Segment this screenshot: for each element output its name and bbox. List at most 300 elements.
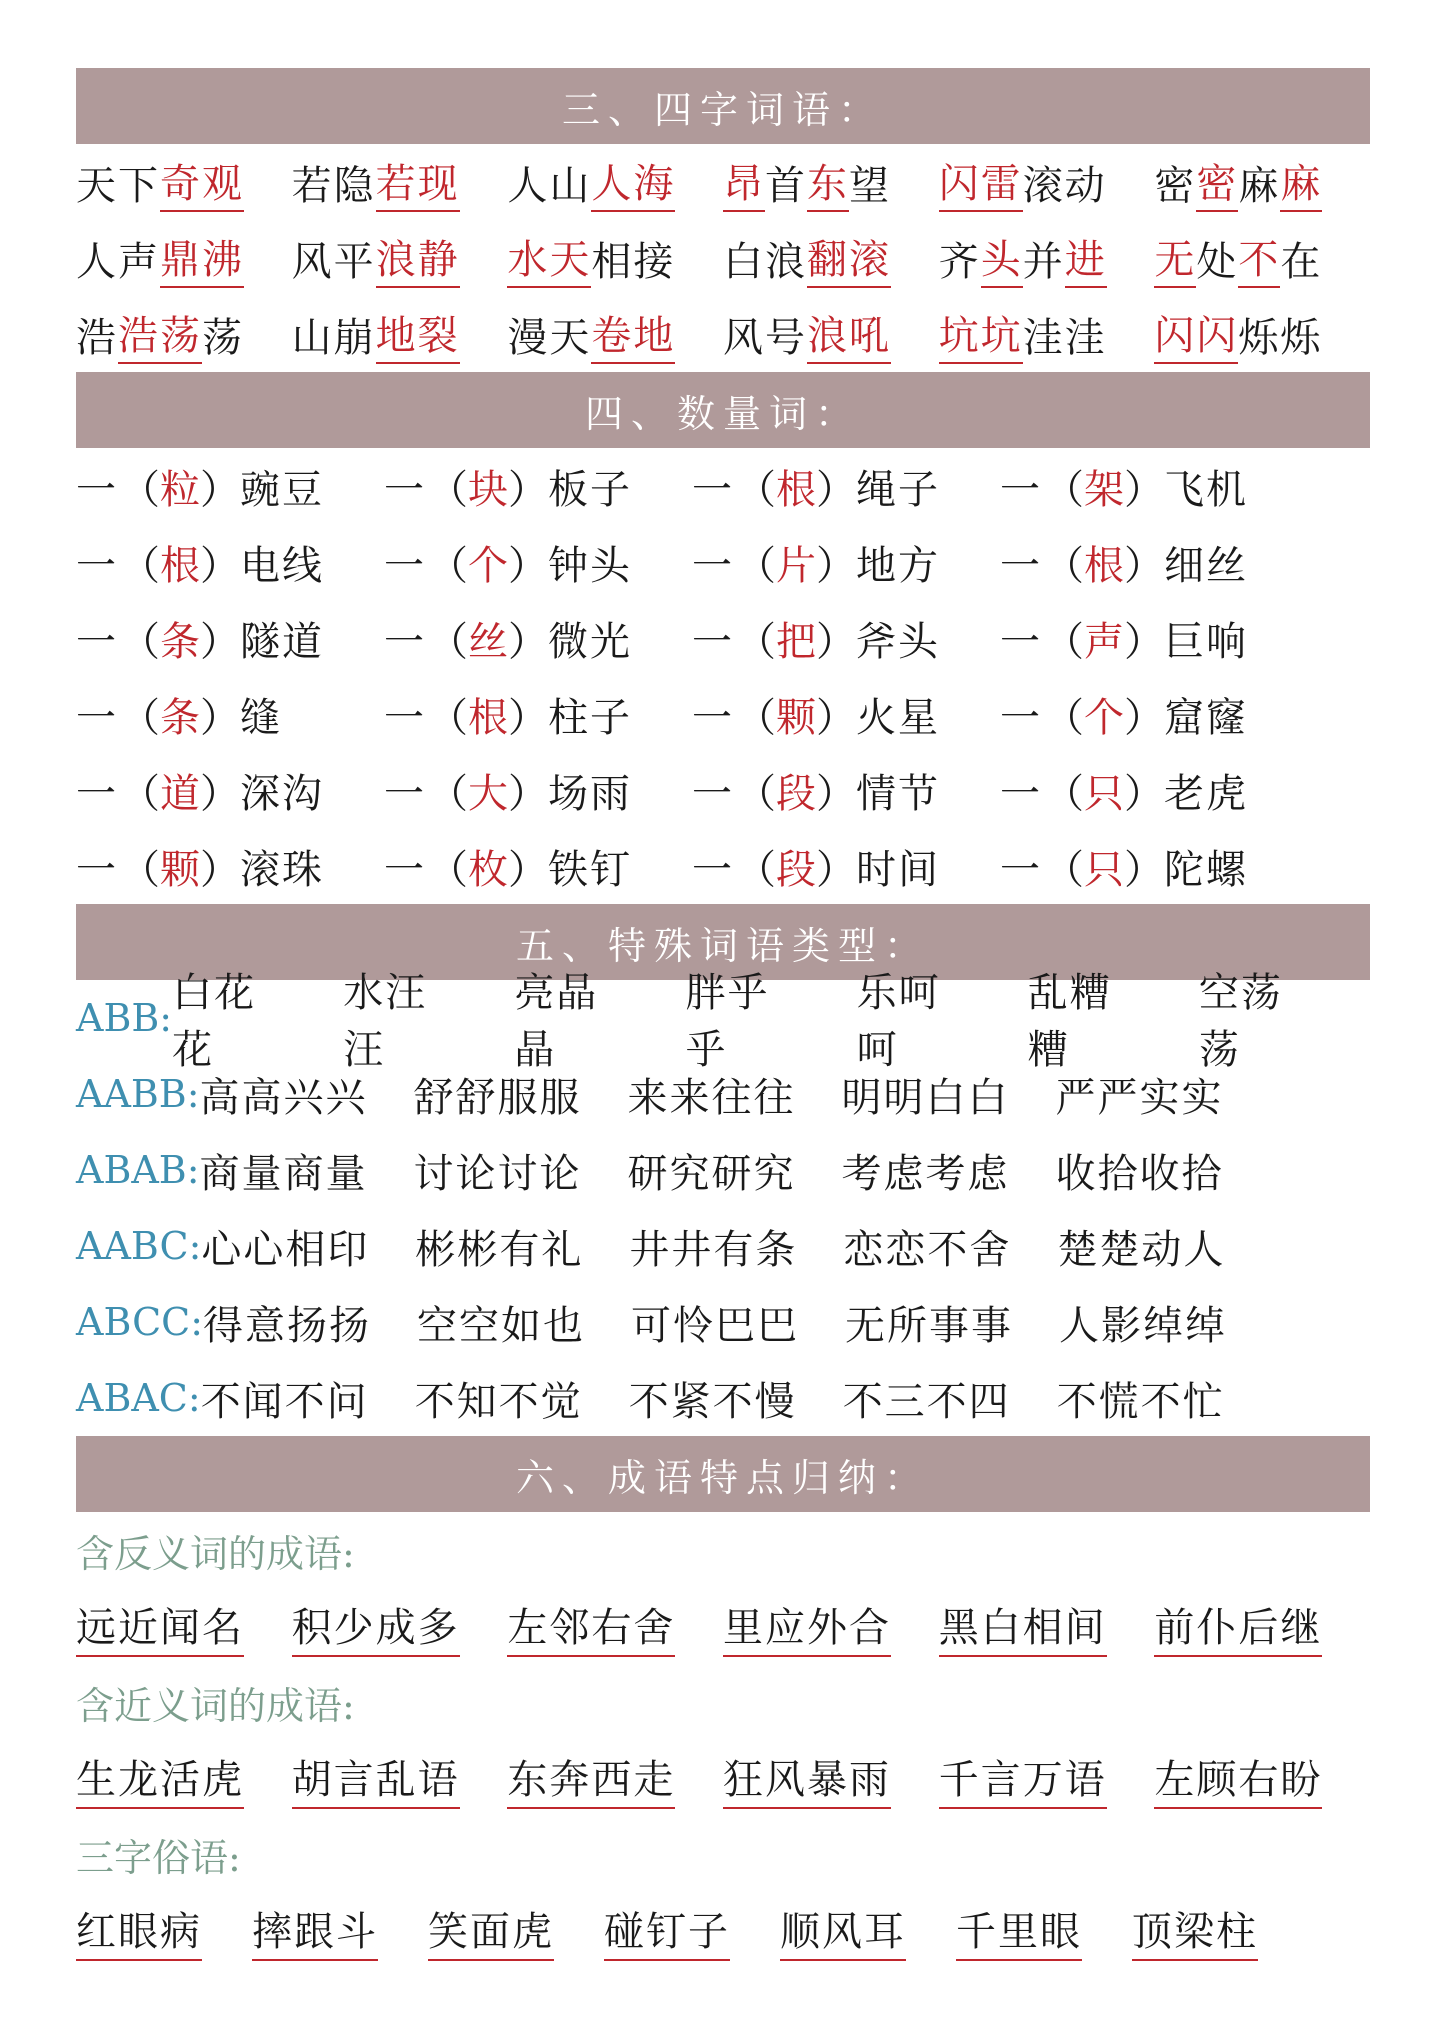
measure-answer: 条 bbox=[160, 694, 200, 741]
measure-word-item bbox=[384, 686, 692, 743]
measure-answer: 只 bbox=[1084, 770, 1124, 817]
synonym-idiom: 左顾右盼 bbox=[1154, 1748, 1322, 1809]
measure-noun: 窟窿 bbox=[1164, 694, 1248, 741]
section-4-row bbox=[76, 676, 1370, 752]
right-paren: ） bbox=[200, 542, 240, 589]
measure-word-item bbox=[1000, 458, 1308, 515]
number-one: 一 bbox=[76, 618, 116, 665]
pattern-label: AABC: bbox=[76, 1224, 202, 1268]
word-answer: 浪静 bbox=[376, 228, 460, 288]
word-answer: 地裂 bbox=[376, 304, 460, 364]
four-char-word bbox=[76, 304, 292, 364]
right-paren: ） bbox=[816, 618, 856, 665]
pattern-word: 不三不四 bbox=[842, 1378, 1011, 1425]
word-answer: 无 bbox=[1154, 228, 1196, 288]
synonym-idiom: 东奔西走 bbox=[507, 1748, 675, 1809]
antonym-idiom: 积少成多 bbox=[292, 1596, 460, 1657]
number-one: 一 bbox=[1000, 466, 1040, 513]
measure-noun: 飞机 bbox=[1164, 466, 1248, 513]
pattern-word: 舒舒服服 bbox=[413, 1074, 582, 1121]
right-paren: ） bbox=[816, 466, 856, 513]
number-one: 一 bbox=[384, 846, 424, 893]
word-given: 风号 bbox=[723, 314, 808, 361]
pattern-row bbox=[76, 1360, 1370, 1436]
four-char-word bbox=[939, 152, 1155, 212]
synonym-idiom: 胡言乱语 bbox=[292, 1748, 460, 1809]
pattern-word: 不闻不问 bbox=[200, 1378, 369, 1425]
right-paren: ） bbox=[508, 770, 548, 817]
word-given: 人声 bbox=[76, 238, 160, 285]
word-answer: 闪闪 bbox=[1154, 304, 1238, 364]
pattern-word: 恋恋不舍 bbox=[843, 1226, 1012, 1273]
number-one: 一 bbox=[692, 694, 732, 741]
word-given: 首 bbox=[765, 162, 808, 209]
left-paren: （ bbox=[1044, 846, 1084, 893]
left-paren: （ bbox=[736, 618, 776, 665]
four-char-word bbox=[76, 228, 292, 288]
measure-answer: 颗 bbox=[160, 846, 200, 893]
pattern-word: 可怜巴巴 bbox=[631, 1302, 800, 1349]
word-answer: 若现 bbox=[376, 152, 460, 212]
number-one: 一 bbox=[384, 618, 424, 665]
measure-word-item bbox=[692, 610, 1000, 667]
three-char-saying-cell bbox=[956, 1900, 1132, 1961]
word-given: 山崩 bbox=[291, 314, 376, 361]
measure-answer: 个 bbox=[468, 542, 508, 589]
left-paren: （ bbox=[428, 618, 468, 665]
pattern-word: 人影绰绰 bbox=[1059, 1302, 1228, 1349]
left-paren: （ bbox=[736, 542, 776, 589]
pattern-word: 水汪汪 bbox=[343, 970, 428, 1073]
measure-answer: 把 bbox=[776, 618, 816, 665]
pattern-label: ABAC: bbox=[76, 1376, 201, 1420]
three-char-saying: 顺风耳 bbox=[780, 1900, 906, 1961]
number-one: 一 bbox=[76, 466, 116, 513]
three-char-saying: 红眼病 bbox=[76, 1900, 202, 1961]
three-char-saying-cell bbox=[604, 1900, 780, 1961]
synonym-idiom: 千言万语 bbox=[939, 1748, 1107, 1809]
word-answer: 鼎沸 bbox=[160, 228, 244, 288]
right-paren: ） bbox=[508, 466, 548, 513]
number-one: 一 bbox=[692, 466, 732, 513]
number-one: 一 bbox=[1000, 618, 1040, 665]
measure-answer: 根 bbox=[160, 542, 200, 589]
pattern-word: 不知不觉 bbox=[414, 1378, 583, 1425]
measure-answer: 段 bbox=[776, 770, 816, 817]
measure-noun: 隧道 bbox=[240, 618, 324, 665]
right-paren: ） bbox=[1124, 466, 1164, 513]
four-char-word bbox=[76, 152, 292, 212]
measure-noun: 地方 bbox=[856, 542, 940, 589]
word-given: 处 bbox=[1196, 238, 1239, 285]
right-paren: ） bbox=[1124, 770, 1164, 817]
number-one: 一 bbox=[76, 846, 116, 893]
synonym-idiom-cell bbox=[76, 1748, 292, 1809]
antonym-idiom-cell bbox=[76, 1596, 292, 1657]
measure-word-item bbox=[1000, 762, 1308, 819]
word-given: 麻 bbox=[1238, 162, 1281, 209]
measure-noun: 陀螺 bbox=[1164, 846, 1248, 893]
three-char-saying: 笑面虎 bbox=[428, 1900, 554, 1961]
section-6-banner bbox=[76, 1436, 1370, 1512]
measure-word-item bbox=[1000, 610, 1308, 667]
four-char-word bbox=[723, 152, 939, 212]
synonym-heading-row bbox=[76, 1664, 1370, 1740]
measure-word-item bbox=[76, 686, 384, 743]
four-char-word bbox=[1154, 228, 1370, 288]
measure-word-item bbox=[384, 762, 692, 819]
three-char-heading-row bbox=[76, 1816, 1370, 1892]
section-4-row bbox=[76, 828, 1370, 904]
right-paren: ） bbox=[200, 466, 240, 513]
word-given: 若隐 bbox=[291, 162, 376, 209]
number-one: 一 bbox=[1000, 846, 1040, 893]
pattern-word: 心心相印 bbox=[201, 1226, 370, 1273]
antonym-heading-row bbox=[76, 1512, 1370, 1588]
measure-answer: 只 bbox=[1084, 846, 1124, 893]
section-3-row bbox=[76, 220, 1370, 296]
section-3-grid bbox=[76, 144, 1370, 372]
number-one: 一 bbox=[384, 542, 424, 589]
measure-noun: 巨响 bbox=[1164, 618, 1248, 665]
four-char-word bbox=[939, 228, 1155, 288]
synonym-idiom-cell bbox=[939, 1748, 1155, 1809]
number-one: 一 bbox=[384, 694, 424, 741]
pattern-word: 空空如也 bbox=[417, 1302, 586, 1349]
word-answer: 水天 bbox=[507, 228, 591, 288]
four-char-word bbox=[292, 228, 508, 288]
three-char-saying-cell bbox=[780, 1900, 956, 1961]
antonym-idiom: 前仆后继 bbox=[1154, 1596, 1322, 1657]
left-paren: （ bbox=[120, 694, 160, 741]
pattern-word: 得意扬扬 bbox=[203, 1302, 372, 1349]
section-3-title: 三、四字词语： bbox=[561, 87, 884, 132]
section-4-row bbox=[76, 600, 1370, 676]
pattern-word: 空荡荡 bbox=[1198, 970, 1283, 1073]
measure-answer: 块 bbox=[468, 466, 508, 513]
pattern-word: 不慌不忙 bbox=[1056, 1378, 1225, 1425]
pattern-word: 考虑考虑 bbox=[841, 1150, 1010, 1197]
antonym-idiom-cell bbox=[507, 1596, 723, 1657]
antonym-idiom-cell bbox=[292, 1596, 508, 1657]
left-paren: （ bbox=[1044, 770, 1084, 817]
left-paren: （ bbox=[428, 770, 468, 817]
three-char-saying-cell bbox=[1132, 1900, 1308, 1961]
right-paren: ） bbox=[816, 846, 856, 893]
antonym-idiom-cell bbox=[939, 1596, 1155, 1657]
word-answer: 奇观 bbox=[160, 152, 244, 212]
word-answer: 头 bbox=[981, 228, 1023, 288]
number-one: 一 bbox=[692, 618, 732, 665]
left-paren: （ bbox=[120, 466, 160, 513]
left-paren: （ bbox=[1044, 618, 1084, 665]
section-5-title: 五、特殊词语类型： bbox=[515, 923, 930, 968]
section-4-row bbox=[76, 448, 1370, 524]
pattern-word: 来来往往 bbox=[627, 1074, 796, 1121]
measure-answer: 颗 bbox=[776, 694, 816, 741]
measure-word-item bbox=[384, 534, 692, 591]
measure-word-item bbox=[76, 838, 384, 895]
measure-word-item bbox=[692, 838, 1000, 895]
measure-word-item bbox=[692, 458, 1000, 515]
antonym-idiom: 左邻右舍 bbox=[507, 1596, 675, 1657]
three-char-row bbox=[76, 1892, 1370, 1968]
four-char-word bbox=[507, 228, 723, 288]
pattern-word: 乱糟糟 bbox=[1027, 970, 1112, 1073]
right-paren: ） bbox=[1124, 542, 1164, 589]
three-char-saying: 碰钉子 bbox=[604, 1900, 730, 1961]
three-char-heading: 三字俗语: bbox=[76, 1835, 241, 1880]
measure-noun: 老虎 bbox=[1164, 770, 1248, 817]
word-answer: 坑坑 bbox=[939, 304, 1023, 364]
right-paren: ） bbox=[200, 618, 240, 665]
antonym-heading: 含反义词的成语: bbox=[76, 1531, 355, 1576]
word-given: 风平 bbox=[291, 238, 376, 285]
measure-answer: 个 bbox=[1084, 694, 1124, 741]
word-answer: 麻 bbox=[1280, 152, 1322, 212]
left-paren: （ bbox=[120, 542, 160, 589]
measure-noun: 斧头 bbox=[856, 618, 940, 665]
right-paren: ） bbox=[816, 542, 856, 589]
pattern-word: 亮晶晶 bbox=[514, 970, 599, 1073]
measure-word-item bbox=[384, 458, 692, 515]
right-paren: ） bbox=[200, 846, 240, 893]
synonym-heading: 含近义词的成语: bbox=[76, 1683, 355, 1728]
left-paren: （ bbox=[428, 694, 468, 741]
right-paren: ） bbox=[508, 846, 548, 893]
pattern-word: 商量商量 bbox=[199, 1150, 368, 1197]
number-one: 一 bbox=[384, 466, 424, 513]
measure-noun: 微光 bbox=[548, 618, 632, 665]
word-given: 密 bbox=[1154, 162, 1197, 209]
three-char-saying: 顶梁柱 bbox=[1132, 1900, 1258, 1961]
three-char-saying: 摔跟斗 bbox=[252, 1900, 378, 1961]
right-paren: ） bbox=[508, 694, 548, 741]
word-answer: 密 bbox=[1196, 152, 1238, 212]
pattern-word: 不紧不慢 bbox=[628, 1378, 797, 1425]
right-paren: ） bbox=[200, 694, 240, 741]
left-paren: （ bbox=[1044, 542, 1084, 589]
measure-answer: 片 bbox=[776, 542, 816, 589]
four-char-word bbox=[939, 304, 1155, 364]
right-paren: ） bbox=[816, 694, 856, 741]
word-answer: 闪雷 bbox=[939, 152, 1023, 212]
three-char-saying: 千里眼 bbox=[956, 1900, 1082, 1961]
antonym-idiom-cell bbox=[723, 1596, 939, 1657]
section-4-row bbox=[76, 524, 1370, 600]
word-answer: 不 bbox=[1238, 228, 1280, 288]
measure-noun: 柱子 bbox=[548, 694, 632, 741]
number-one: 一 bbox=[692, 770, 732, 817]
left-paren: （ bbox=[428, 542, 468, 589]
pattern-row bbox=[76, 970, 1370, 1073]
word-given: 天下 bbox=[76, 162, 160, 209]
section-4-title: 四、数量词： bbox=[584, 391, 861, 436]
measure-word-item bbox=[76, 610, 384, 667]
left-paren: （ bbox=[736, 694, 776, 741]
pattern-word: 高高兴兴 bbox=[199, 1074, 368, 1121]
pattern-word: 明明白白 bbox=[841, 1074, 1010, 1121]
right-paren: ） bbox=[816, 770, 856, 817]
measure-noun: 深沟 bbox=[240, 770, 324, 817]
measure-answer: 大 bbox=[468, 770, 508, 817]
pattern-word: 乐呵呵 bbox=[856, 970, 941, 1073]
right-paren: ） bbox=[508, 542, 548, 589]
pattern-word: 无所事事 bbox=[845, 1302, 1014, 1349]
word-given: 相接 bbox=[591, 238, 676, 285]
four-char-word bbox=[507, 152, 723, 212]
section-3-row bbox=[76, 144, 1370, 220]
pattern-row bbox=[76, 1056, 1370, 1132]
word-answer: 昂 bbox=[723, 152, 765, 212]
word-answer: 浩荡 bbox=[118, 304, 202, 364]
measure-noun: 板子 bbox=[548, 466, 632, 513]
left-paren: （ bbox=[736, 466, 776, 513]
left-paren: （ bbox=[120, 618, 160, 665]
measure-answer: 根 bbox=[776, 466, 816, 513]
right-paren: ） bbox=[1124, 846, 1164, 893]
pattern-label: AABB: bbox=[76, 1072, 200, 1116]
measure-answer: 条 bbox=[160, 618, 200, 665]
measure-noun: 钟头 bbox=[548, 542, 632, 589]
measure-word-item bbox=[1000, 838, 1308, 895]
section-5-grid bbox=[76, 970, 1370, 1436]
word-given: 漫天 bbox=[507, 314, 592, 361]
measure-answer: 根 bbox=[1084, 542, 1124, 589]
pattern-word: 胖乎乎 bbox=[685, 970, 770, 1073]
measure-word-item bbox=[1000, 686, 1308, 743]
measure-noun: 电线 bbox=[240, 542, 324, 589]
word-given: 烁烁 bbox=[1238, 314, 1323, 361]
section-6-title: 六、成语特点归纳： bbox=[515, 1455, 930, 1500]
word-given: 浩 bbox=[76, 314, 118, 361]
measure-noun: 绳子 bbox=[856, 466, 940, 513]
section-4-banner bbox=[76, 372, 1370, 448]
measure-answer: 架 bbox=[1084, 466, 1124, 513]
synonym-idiom-cell bbox=[1154, 1748, 1370, 1809]
four-char-word bbox=[1154, 304, 1370, 364]
section-3-row bbox=[76, 296, 1370, 372]
measure-answer: 丝 bbox=[468, 618, 508, 665]
four-char-word bbox=[723, 228, 939, 288]
four-char-word bbox=[507, 304, 723, 364]
antonym-idiom: 黑白相间 bbox=[939, 1596, 1107, 1657]
antonym-idiom: 里应外合 bbox=[723, 1596, 891, 1657]
measure-noun: 场雨 bbox=[548, 770, 632, 817]
four-char-word bbox=[723, 304, 939, 364]
pattern-row bbox=[76, 1208, 1370, 1284]
word-given: 人山 bbox=[507, 162, 592, 209]
left-paren: （ bbox=[736, 846, 776, 893]
measure-word-item bbox=[76, 762, 384, 819]
measure-word-item bbox=[76, 458, 384, 515]
pattern-word: 彬彬有礼 bbox=[415, 1226, 584, 1273]
synonym-idiom-cell bbox=[507, 1748, 723, 1809]
measure-noun: 火星 bbox=[856, 694, 940, 741]
number-one: 一 bbox=[76, 770, 116, 817]
four-char-word bbox=[1154, 152, 1370, 212]
pattern-word: 讨论讨论 bbox=[413, 1150, 582, 1197]
three-char-saying-cell bbox=[428, 1900, 604, 1961]
word-given: 滚动 bbox=[1022, 162, 1107, 209]
measure-answer: 声 bbox=[1084, 618, 1124, 665]
word-answer: 浪吼 bbox=[807, 304, 891, 364]
synonym-idiom-cell bbox=[723, 1748, 939, 1809]
three-char-saying-cell bbox=[252, 1900, 428, 1961]
pattern-word: 收拾收拾 bbox=[1055, 1150, 1224, 1197]
number-one: 一 bbox=[692, 846, 732, 893]
word-given: 荡 bbox=[202, 314, 244, 361]
antonym-idiom-cell bbox=[1154, 1596, 1370, 1657]
antonym-idiom: 远近闻名 bbox=[76, 1596, 244, 1657]
right-paren: ） bbox=[508, 618, 548, 665]
measure-answer: 段 bbox=[776, 846, 816, 893]
section-4-row bbox=[76, 752, 1370, 828]
pattern-word: 研究研究 bbox=[627, 1150, 796, 1197]
left-paren: （ bbox=[736, 770, 776, 817]
measure-word-item bbox=[692, 762, 1000, 819]
pattern-word: 白花花 bbox=[172, 970, 257, 1073]
measure-word-item bbox=[692, 686, 1000, 743]
worksheet-page bbox=[76, 68, 1370, 1968]
word-answer: 进 bbox=[1065, 228, 1107, 288]
measure-noun: 细丝 bbox=[1164, 542, 1248, 589]
left-paren: （ bbox=[1044, 466, 1084, 513]
pattern-label: ABB: bbox=[76, 996, 173, 1040]
measure-noun: 豌豆 bbox=[240, 466, 324, 513]
word-given: 并 bbox=[1022, 238, 1065, 285]
measure-noun: 缝 bbox=[240, 694, 282, 741]
left-paren: （ bbox=[120, 770, 160, 817]
measure-answer: 粒 bbox=[160, 466, 200, 513]
number-one: 一 bbox=[1000, 542, 1040, 589]
measure-noun: 情节 bbox=[856, 770, 940, 817]
number-one: 一 bbox=[692, 542, 732, 589]
right-paren: ） bbox=[200, 770, 240, 817]
word-answer: 人海 bbox=[591, 152, 675, 212]
word-given: 齐 bbox=[938, 238, 981, 285]
measure-answer: 枚 bbox=[468, 846, 508, 893]
synonym-idiom-cell bbox=[292, 1748, 508, 1809]
pattern-word: 井井有条 bbox=[629, 1226, 798, 1273]
word-given: 望 bbox=[849, 162, 892, 209]
three-char-saying-cell bbox=[76, 1900, 252, 1961]
four-char-word bbox=[292, 152, 508, 212]
right-paren: ） bbox=[1124, 694, 1164, 741]
left-paren: （ bbox=[120, 846, 160, 893]
four-char-word bbox=[292, 304, 508, 364]
word-answer: 卷地 bbox=[591, 304, 675, 364]
measure-word-item bbox=[692, 534, 1000, 591]
pattern-label: ABAB: bbox=[76, 1148, 200, 1192]
left-paren: （ bbox=[428, 846, 468, 893]
number-one: 一 bbox=[76, 694, 116, 741]
pattern-word: 严严实实 bbox=[1055, 1074, 1224, 1121]
synonym-idiom: 生龙活虎 bbox=[76, 1748, 244, 1809]
word-given: 白浪 bbox=[723, 238, 808, 285]
measure-answer: 根 bbox=[468, 694, 508, 741]
word-given: 在 bbox=[1280, 238, 1323, 285]
synonym-idiom: 狂风暴雨 bbox=[723, 1748, 891, 1809]
pattern-row bbox=[76, 1284, 1370, 1360]
left-paren: （ bbox=[428, 466, 468, 513]
right-paren: ） bbox=[1124, 618, 1164, 665]
synonym-idioms-row bbox=[76, 1740, 1370, 1816]
measure-word-item bbox=[1000, 534, 1308, 591]
measure-noun: 铁钉 bbox=[548, 846, 632, 893]
measure-noun: 滚珠 bbox=[240, 846, 324, 893]
measure-word-item bbox=[76, 534, 384, 591]
